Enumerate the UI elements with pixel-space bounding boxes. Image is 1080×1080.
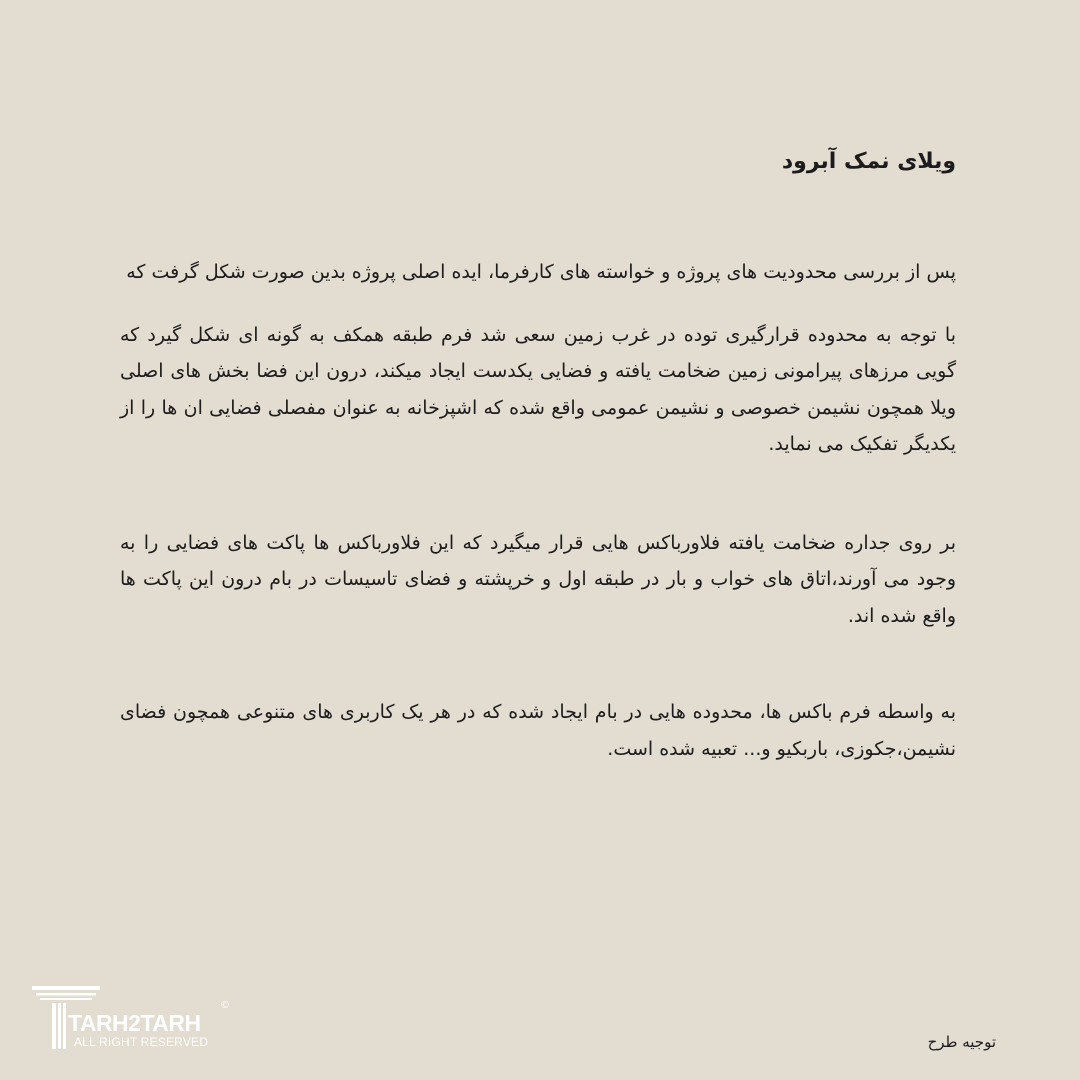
paragraph-flowerbox: بر روی جداره ضخامت یافته فلاورباکس هایی قرار میگیرد که این فلاورباکس ها پاکت های فضایی را به وجود می آورند،اتاق های خواب و بار در طبقه اول و خرپشته و فضای تاسیسات در بام درون این پاکت ها واقع شده اند. <box>120 531 956 627</box>
logo-wordmark: TARH2TARH <box>68 1010 201 1036</box>
copyright-icon: © <box>220 1000 230 1011</box>
footer-label: توجیه طرح <box>927 1033 996 1051</box>
article-title: ویلای نمک آبرود <box>781 149 956 174</box>
brand-logo <box>30 983 240 1053</box>
logo-subtitle: ALL RIGHT RESERVED <box>74 1035 209 1049</box>
article <box>120 140 956 793</box>
paragraph-roof: به واسطه فرم باکس ها، محدوده هایی در بام ایجاد شده که در هر یک کاربری های متنوعی همچون فضای نشیمن،جکوزی، باربکیو و... تعبیه شده است. <box>120 701 956 760</box>
paragraph-intro: پس از بررسی محدودیت های پروژه و خواسته های کارفرما، ایده اصلی پروژه بدین صورت شکل گرفت که <box>126 261 956 283</box>
paragraph-ground-floor: با توجه به محدوده قرارگیری توده در غرب زمین سعی شد فرم طبقه همکف به گونه ای شکل گیرد که گویی مرزهای پیرامونی زمین ضخامت یافته و فضایی یکدست ایجاد میکند، درون این فضا بخش های اصلی ویلا همچون نشیمن خصوصی و نشیمن عمومی واقع شده که اشپزخانه به عنوان مفصلی فضایی ان ها را از یکدیگر تفکیک می نماید. <box>120 323 956 455</box>
